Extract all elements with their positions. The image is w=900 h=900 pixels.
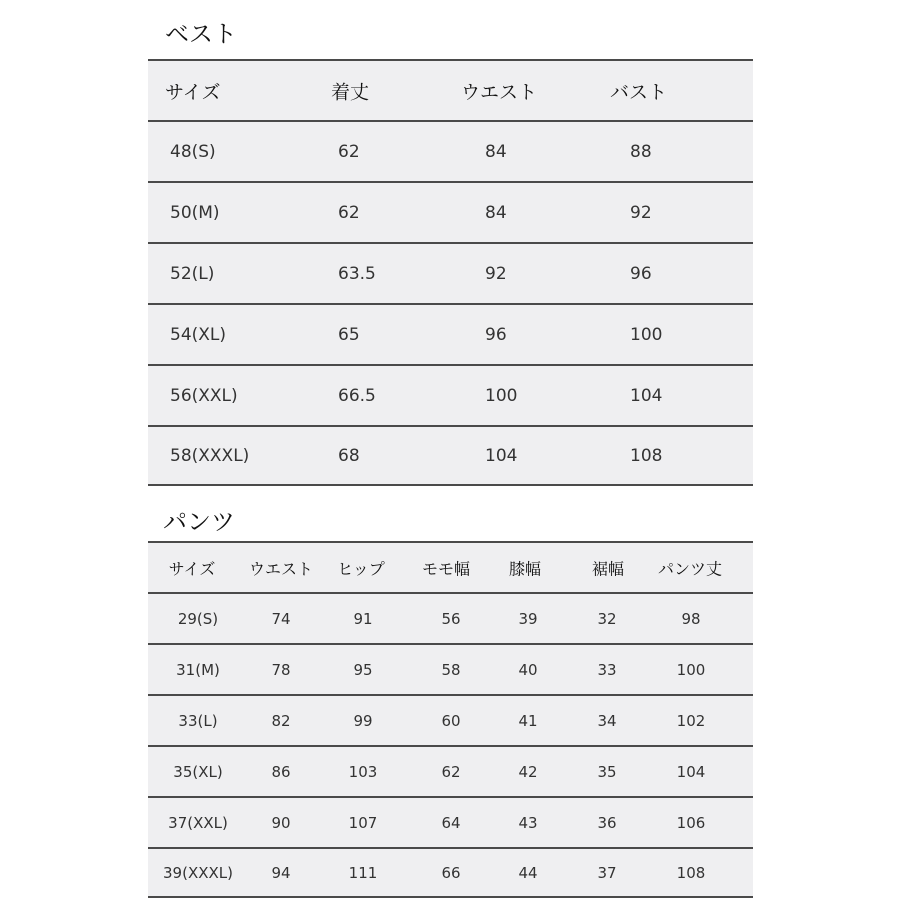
table-cell: 90 — [271, 813, 291, 832]
column-header: サイズ — [165, 81, 221, 103]
table-row — [148, 181, 753, 242]
table-cell: 36 — [597, 813, 617, 832]
table-row — [148, 643, 753, 694]
table-cell: 66.5 — [338, 385, 376, 406]
table-cell: 92 — [485, 263, 507, 284]
column-header: モモ幅 — [421, 559, 471, 578]
table-cell: 82 — [271, 711, 291, 730]
pants-size-table — [148, 541, 753, 898]
table-row — [148, 745, 753, 796]
table-cell: 68 — [338, 445, 360, 466]
table-cell: 104 — [630, 385, 663, 406]
column-header: ウエスト — [248, 559, 314, 578]
table-cell: 33(L) — [178, 711, 218, 730]
table-cell: 106 — [676, 813, 706, 832]
table-cell: 94 — [271, 863, 291, 882]
table-cell: 39(XXXL) — [163, 863, 233, 882]
table-cell: 107 — [348, 813, 378, 832]
table-cell: 37 — [597, 863, 617, 882]
table-cell: 58 — [441, 660, 461, 679]
table-cell: 62 — [338, 141, 360, 162]
table-cell: 98 — [681, 609, 701, 628]
column-header: 膝幅 — [508, 559, 542, 578]
table-cell: 64 — [441, 813, 461, 832]
table-cell: 52(L) — [170, 263, 215, 284]
table-row — [148, 303, 753, 364]
table-row — [148, 796, 753, 847]
table-cell: 102 — [676, 711, 706, 730]
table-cell: 65 — [338, 324, 360, 345]
table-cell: 44 — [518, 863, 538, 882]
table-cell: 104 — [485, 445, 518, 466]
table-cell: 43 — [518, 813, 538, 832]
table-cell: 56 — [441, 609, 461, 628]
table-cell: 103 — [348, 762, 378, 781]
table-cell: 35(XL) — [173, 762, 223, 781]
table-cell: 40 — [518, 660, 538, 679]
table-cell: 48(S) — [170, 141, 216, 162]
table-cell: 31(M) — [176, 660, 220, 679]
table-cell: 60 — [441, 711, 461, 730]
table-cell: 88 — [630, 141, 652, 162]
table-cell: 66 — [441, 863, 461, 882]
table-cell: 54(XL) — [170, 324, 227, 345]
table-cell: 96 — [485, 324, 507, 345]
column-header: バスト — [610, 81, 668, 103]
column-header: サイズ — [168, 559, 216, 578]
table-cell: 96 — [630, 263, 652, 284]
table-cell: 56(XXL) — [170, 385, 238, 406]
table-cell: 34 — [597, 711, 617, 730]
table-row — [148, 847, 753, 898]
table-cell: 74 — [271, 609, 291, 628]
table-row — [148, 242, 753, 303]
table-cell: 108 — [676, 863, 706, 882]
table-cell: 50(M) — [170, 202, 220, 223]
table-cell: 35 — [597, 762, 617, 781]
table-cell: 92 — [630, 202, 652, 223]
table-cell: 84 — [485, 141, 507, 162]
table-cell: 39 — [518, 609, 538, 628]
table-row — [148, 694, 753, 745]
table-row — [148, 592, 753, 643]
table-cell: 99 — [353, 711, 373, 730]
table-row — [148, 425, 753, 486]
table-cell: 62 — [441, 762, 461, 781]
table-cell: 104 — [676, 762, 706, 781]
table-cell: 100 — [630, 324, 663, 345]
column-header: 裾幅 — [591, 559, 625, 578]
table-cell: 86 — [271, 762, 291, 781]
table-cell: 37(XXL) — [168, 813, 228, 832]
table-cell: 33 — [597, 660, 617, 679]
table-cell: 62 — [338, 202, 360, 223]
column-header: ヒップ — [337, 559, 385, 578]
table-row — [148, 364, 753, 425]
column-header: ウエスト — [461, 81, 538, 103]
table-cell: 91 — [353, 609, 373, 628]
table-cell: 63.5 — [338, 263, 376, 284]
table-cell: 29(S) — [177, 609, 219, 628]
vest-size-table — [148, 59, 753, 486]
table-cell: 78 — [271, 660, 291, 679]
table-cell: 100 — [676, 660, 706, 679]
column-header: 着丈 — [331, 81, 370, 103]
table-cell: 84 — [485, 202, 507, 223]
vest-title: ベスト — [165, 20, 237, 48]
header-row — [148, 541, 753, 592]
table-cell: 108 — [630, 445, 663, 466]
table-cell: 42 — [518, 762, 538, 781]
table-cell: 95 — [353, 660, 373, 679]
column-header: パンツ丈 — [657, 559, 723, 578]
table-cell: 41 — [518, 711, 538, 730]
table-row — [148, 120, 753, 181]
pants-title: パンツ — [163, 508, 235, 536]
table-cell: 100 — [485, 385, 518, 406]
table-cell: 111 — [348, 863, 378, 882]
header-row — [148, 59, 753, 120]
table-cell: 58(XXXL) — [170, 445, 250, 466]
table-cell: 32 — [597, 609, 617, 628]
